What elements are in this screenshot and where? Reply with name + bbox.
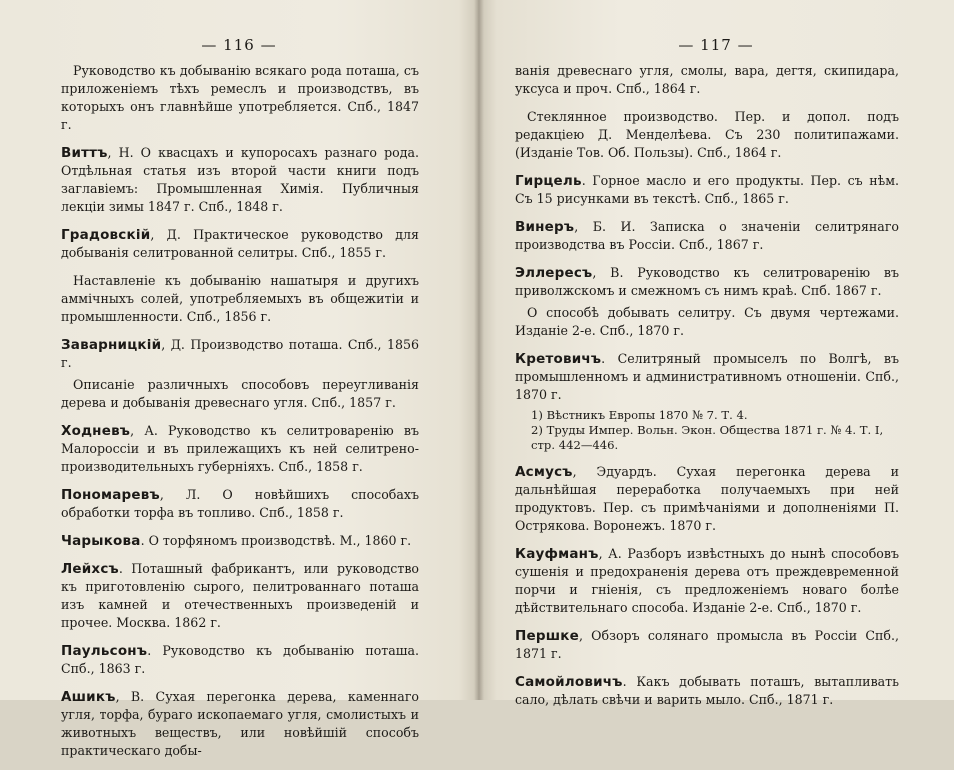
author-name: Виттъ [61, 145, 108, 161]
entry-text: , Обзоръ солянаго промысла въ Россіи Спб., 1871 г. [515, 628, 899, 661]
bib-entry [61, 688, 419, 760]
entry-text: . Горное масло и его продукты. Пер. съ нѣм. Съ 15 рисунками въ текстѣ. Спб., 1865 г. [515, 173, 899, 206]
bib-entry [515, 218, 899, 254]
entry-text: . Какъ добывать поташъ, вытапливать сало, дѣлать свѣчи и варить мыло. Спб., 1871 г. [515, 674, 899, 707]
entry-text: , Д. Производство поташа. Спб., 1856 г. [61, 337, 419, 370]
bib-entry [515, 627, 899, 663]
entry-text: , Л. О новѣйшихъ способахъ обработки торфа въ топливо. Спб., 1858 г. [61, 487, 419, 520]
bib-entry [61, 486, 419, 522]
bib-entry [515, 108, 899, 162]
entry-text: Описаніе различныхъ способовъ переугливанія дерева и добыванія древеснаго угля. Спб., 1857 г. [61, 377, 419, 410]
author-name: Гирцель [515, 173, 582, 189]
bib-entry [61, 62, 419, 134]
bib-entry [61, 226, 419, 262]
bib-entry [61, 144, 419, 216]
entry-text: . О торфяномъ производствѣ. М., 1860 г. [140, 533, 412, 548]
bib-entry [515, 350, 899, 404]
author-name: Першке [515, 628, 579, 644]
bib-entry [515, 304, 899, 340]
author-name: Самойловичъ [515, 674, 623, 690]
bib-entry [61, 422, 419, 476]
bib-entry [61, 376, 419, 412]
entry-text: , В. Руководство къ селитроваренію въ приволжскомъ и смежномъ съ нимъ краѣ. Спб. 1867 г. [515, 265, 899, 298]
entry-text: Стеклянное производство. Пер. и допол. подъ редакціею Д. Менделѣева. Съ 230 политипажами. (Изданіе Тов. Об. Пользы). Спб., 1864 г. [515, 109, 899, 160]
author-name: Винеръ [515, 219, 575, 235]
author-name: Кауфманъ [515, 546, 599, 562]
author-name: Асмусъ [515, 464, 573, 480]
bib-entry [61, 336, 419, 372]
bib-entry [515, 673, 899, 709]
footnotes [531, 408, 899, 453]
entry-text: , А. Разборъ извѣстныхъ до нынѣ способовъ сушенія и предохраненія дерева отъ преждевременной порчи и гніенія, съ предложеніемъ новаго болѣе дѣйствительнаго способа. Изданіе 2-е. Спб., 1870 г. [515, 546, 899, 615]
author-name: Заварницкій [61, 337, 162, 353]
bib-entry [515, 62, 899, 98]
entry-text: , Н. О квасцахъ и купоросахъ разнаго рода. Отдѣльная статья изъ второй части книги подъ заглавіемъ: Промышленная Химія. Публичныя лекціи зимы 1847 г. Спб., 1848 г. [61, 145, 419, 214]
entry-text: . Селитряный промыселъ по Волгѣ, въ промышленномъ и административномъ отношеніи. Спб., 1870 г. [515, 351, 899, 402]
bib-entry [515, 545, 899, 617]
footnote: 2) Труды Импер. Вольн. Экон. Общества 1871 г. № 4. Т. I, стр. 442—446. [531, 423, 884, 452]
entry-text: , В. Сухая перегонка дерева, каменнаго угля, торфа, бураго ископаемаго угля, смолистыхъ и животныхъ веществъ, или новѣйшій способъ практическаго добы- [61, 689, 419, 758]
bib-entry [515, 463, 899, 535]
entry-text: Руководство къ добыванію всякаго рода поташа, съ приложеніемъ тѣхъ ремеслъ и производствъ, въ которыхъ онъ главнѣйше употребляется. Спб., 1847 г. [61, 63, 419, 132]
page-number: — 117 — [678, 36, 754, 54]
entry-text: . Руководство къ добыванію поташа. Спб., 1863 г. [61, 643, 419, 676]
footnote: 1) Вѣстникъ Европы 1870 № 7. Т. 4. [531, 408, 748, 422]
author-name: Кретовичъ [515, 351, 602, 367]
author-name: Эллересъ [515, 265, 593, 281]
page-number: — 116 — [201, 36, 277, 54]
entry-text: , Эдуардъ. Сухая перегонка дерева и дальнѣйшая переработка получаемыхъ при ней продуктовъ. Пер. съ примѣчаніями и дополненіями П. Острякова. Воронежъ. 1870 г. [515, 464, 899, 533]
entry-text: , Б. И. Записка о значеніи селитрянаго производства въ Россіи. Спб., 1867 г. [515, 219, 899, 252]
author-name: Паульсонъ [61, 643, 148, 659]
bib-entry [61, 642, 419, 678]
author-name: Градовскій [61, 227, 151, 243]
book-gutter [474, 0, 484, 700]
bibliography-column [515, 62, 899, 719]
bib-entry [61, 272, 419, 326]
entry-text: , Д. Практическое руководство для добыванія селитрованной селитры. Спб., 1855 г. [61, 227, 419, 260]
entry-text: , А. Руководство къ селитроваренію въ Малороссіи и въ прилежащихъ къ ней селитрено-производительныхъ губерніяхъ. Спб., 1858 г. [61, 423, 419, 474]
entry-text: ванія древеснаго угля, смолы, вара, дегтя, скипидара, уксуса и проч. Спб., 1864 г. [515, 63, 899, 96]
entry-text: О способѣ добывать селитру. Съ двумя чертежами. Изданіе 2-е. Спб., 1870 г. [515, 305, 899, 338]
bibliography-column [61, 62, 419, 770]
bib-entry [61, 532, 419, 550]
author-name: Пономаревъ [61, 487, 160, 503]
author-name: Лейхсъ [61, 561, 119, 577]
entry-text: Наставленіе къ добыванію нашатыря и другихъ аммічныхъ солей, употребляемыхъ въ общежитіи и промышленности. Спб., 1856 г. [61, 273, 419, 324]
bib-entry [515, 172, 899, 208]
bib-entry [61, 560, 419, 632]
right-page [478, 0, 954, 707]
entry-text: . Поташный фабрикантъ, или руководство къ приготовленію сырого, пелитрованнаго поташа изъ камней и отечественныхъ произведеній и прочее. Москва. 1862 г. [61, 561, 419, 630]
left-page [0, 0, 478, 758]
author-name: Ашикъ [61, 689, 116, 705]
bib-entry [515, 264, 899, 300]
author-name: Чарыкова [61, 533, 141, 549]
author-name: Ходневъ [61, 423, 131, 439]
